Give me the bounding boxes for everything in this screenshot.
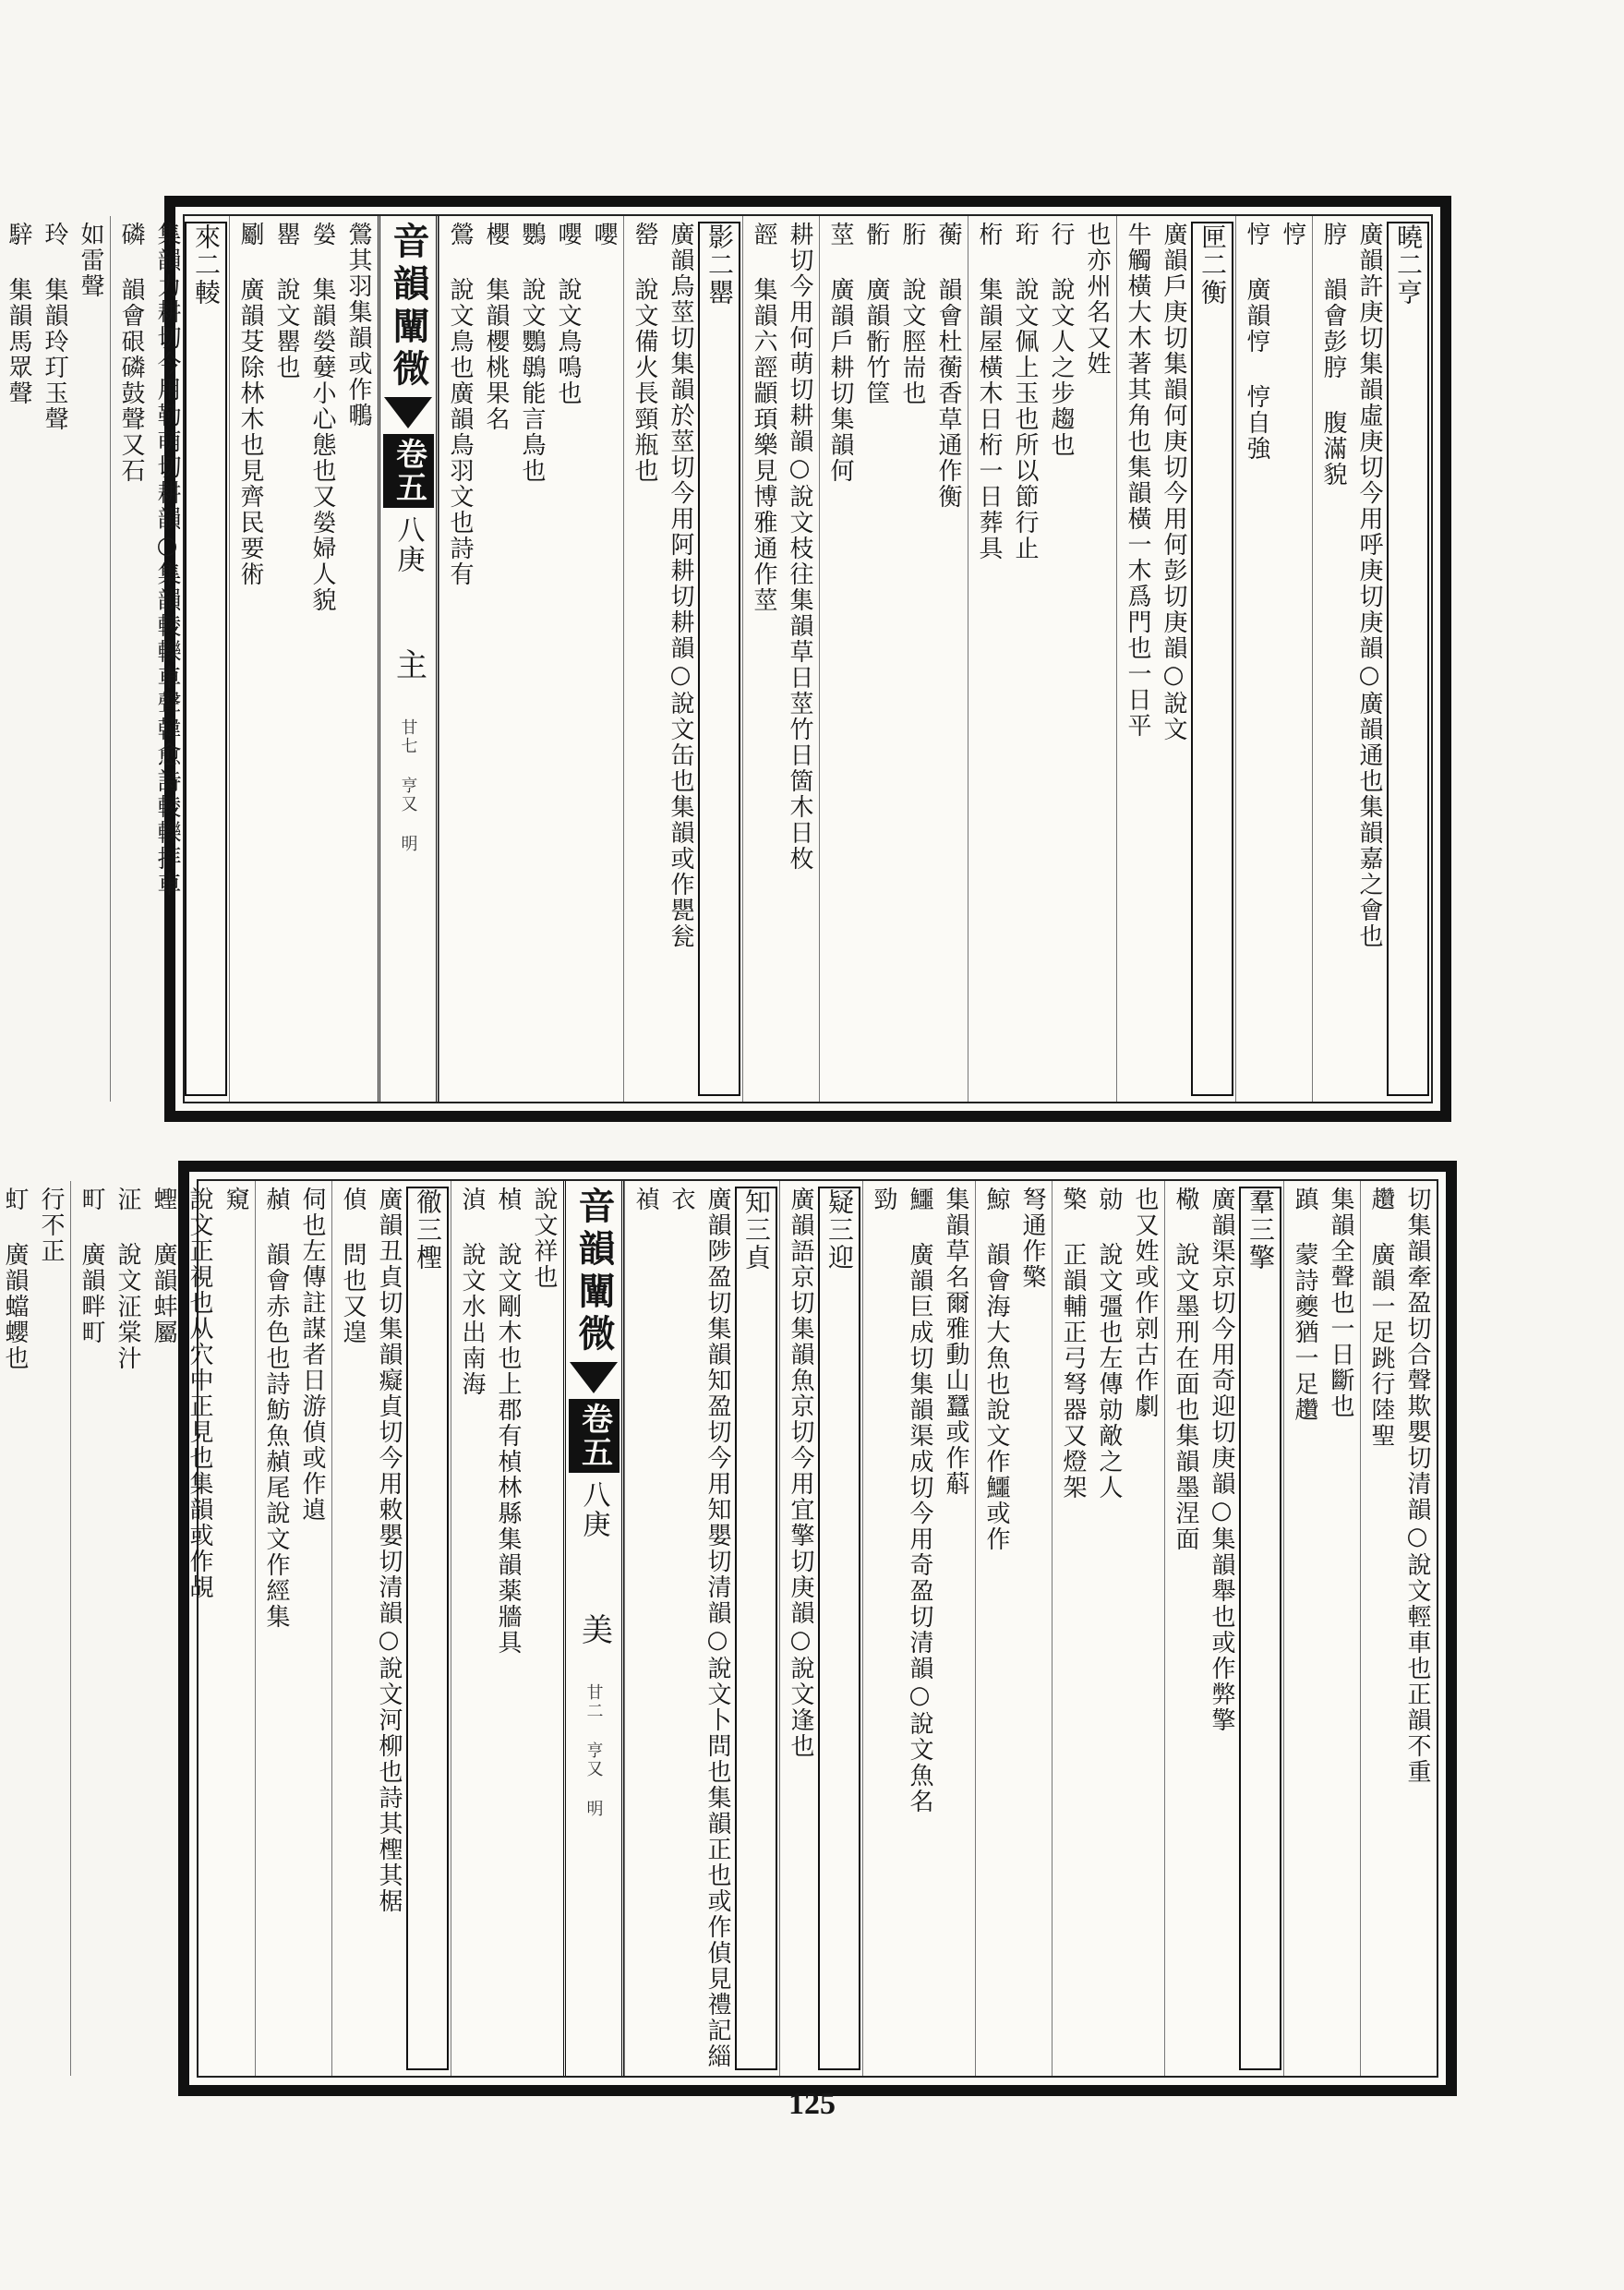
volume-label: 卷五 bbox=[383, 434, 434, 508]
entry-text: 虰 廣韻蟷蠳也 bbox=[1, 1187, 29, 1371]
entry-text: 疑三迎 bbox=[818, 1187, 860, 2070]
lower-dictionary-panel bbox=[1, 1161, 1457, 2096]
text-column bbox=[70, 1181, 255, 2076]
entry-text: 弩通作檠 bbox=[1018, 1187, 1046, 1290]
entry-text: 切集韻牽盈切合聲欺嬰切清韻○說文輕車也正韻不重 bbox=[1403, 1187, 1431, 1785]
entry-text: 嚶 說文鳥鳴也 bbox=[554, 222, 582, 406]
text-column bbox=[229, 216, 378, 1102]
entry-text: 廣韻戶庚切集韻何庚切今用何彭切庚韻○說文 bbox=[1160, 222, 1187, 742]
entry-text: 廣韻烏莖切集韻於莖切今用阿耕切耕韻○說文缶也集韻或作甖瓮 bbox=[667, 222, 694, 949]
entry-text: 匣二衡 bbox=[1191, 222, 1233, 1096]
entry-text: 勁 bbox=[870, 1187, 897, 1212]
text-column bbox=[975, 1181, 1052, 2076]
entry-text: 蹎 蒙詩夔猶一足趲 bbox=[1291, 1187, 1318, 1423]
rhyme-section-label: 八庚 bbox=[391, 515, 425, 574]
upper-dictionary-panel bbox=[5, 196, 1451, 1122]
fishtail-ornament bbox=[570, 1362, 618, 1393]
entry-text: 趲 廣韻一足跳行陸聖 bbox=[1367, 1187, 1395, 1449]
entry-text: 影二罌 bbox=[698, 222, 740, 1096]
leaf-number: 美 bbox=[575, 1613, 613, 1646]
book-title: 音韻闡微 bbox=[387, 222, 430, 392]
entry-text: 町 廣韻畔町 bbox=[78, 1187, 105, 1345]
entry-text: 鯨 韻會海大魚也說文作鱷或作 bbox=[982, 1187, 1010, 1552]
entry-text: 嫈 集韻嫈㜸小心態也又嫈婦人貌 bbox=[308, 222, 336, 613]
leaf-number: 主 bbox=[390, 648, 427, 681]
entry-text: 䯒 廣韻䯒竹筐 bbox=[862, 222, 890, 406]
entry-text: 廣韻語京切集韻魚京切今用宜擎切庚韻○說文逢也 bbox=[787, 1187, 814, 1759]
entry-text: 廣韻丑貞切集韻癡貞切今用敕嬰切清韻○說文河柳也詩其檉其椐 bbox=[375, 1187, 403, 1914]
volume-label: 卷五 bbox=[569, 1399, 620, 1473]
text-column bbox=[1164, 1181, 1283, 2076]
text-column bbox=[0, 1181, 70, 2076]
entry-text: 鶯 說文鳥也廣韻鳥羽文也詩有 bbox=[446, 222, 474, 587]
entry-text: 說文正視也从穴中正見也集韻或作覘 bbox=[186, 1187, 213, 1600]
entry-text: 嚶 bbox=[590, 222, 618, 247]
entry-text: 脝 韻會彭脝 腹滿貌 bbox=[1319, 222, 1347, 488]
entry-text: 窺 bbox=[222, 1187, 249, 1212]
entry-text: 劚 廣韻芟除林木也見齊民要術 bbox=[236, 222, 264, 587]
entry-text: 也亦州名又姓 bbox=[1083, 222, 1111, 377]
entry-text: 徹三檉 bbox=[406, 1187, 449, 2070]
entry-text: 禎 bbox=[632, 1187, 659, 1212]
text-column bbox=[623, 216, 742, 1102]
entry-text: 勍 說文彊也左傳勍敵之人 bbox=[1095, 1187, 1123, 1501]
rhyme-section-label: 八庚 bbox=[577, 1480, 610, 1539]
text-column bbox=[255, 1181, 331, 2076]
text-column bbox=[0, 216, 110, 1102]
entry-text: 赬 韻會赤色也詩魴魚赬尾說文作經集 bbox=[262, 1187, 290, 1630]
text-column bbox=[1283, 1181, 1360, 2076]
entry-text: 鶯其羽集韻或作䳟 bbox=[344, 222, 372, 428]
entry-text: 鱷 廣韻巨成切集韻渠成切今用奇盈切清韻○說文魚名 bbox=[906, 1187, 933, 1814]
entry-text: 耕切今用何萌切耕韻○說文枝往集韻草日莖竹日箇木日枚 bbox=[786, 222, 813, 872]
entry-text: 廣韻渠京切今用奇迎切庚韻○集韻舉也或作弊擎 bbox=[1208, 1187, 1235, 1733]
text-column bbox=[1312, 216, 1431, 1102]
entry-text: 楨 說文剛木也上郡有楨林縣集韻薬牆具 bbox=[494, 1187, 522, 1656]
book-title-banner bbox=[378, 216, 439, 1102]
upper-column-grid bbox=[5, 216, 1431, 1102]
text-column bbox=[862, 1181, 975, 2076]
entry-text: 集韻草名爾雅動山蠶或作蔛 bbox=[942, 1187, 969, 1497]
entry-text: 罌 說文罌也 bbox=[272, 222, 300, 380]
fishtail-ornament bbox=[384, 397, 432, 428]
entry-text: 蘅 韻會杜蘅香草通作衡 bbox=[934, 222, 962, 510]
entry-text: 桁 集韻屋橫木日桁一日葬具 bbox=[975, 222, 1003, 561]
text-column bbox=[624, 1181, 779, 2076]
entry-text: 罃 說文備火長頸瓶也 bbox=[631, 222, 658, 484]
entry-text: 說文祥也 bbox=[530, 1187, 558, 1290]
entry-text: 泟 說文泟棠汁 bbox=[114, 1187, 141, 1371]
text-column bbox=[1052, 1181, 1164, 2076]
entry-text: 櫻 集韻櫻桃果名 bbox=[482, 222, 510, 432]
entry-text: 悙 bbox=[1279, 222, 1306, 247]
text-column bbox=[1235, 216, 1312, 1102]
entry-text: 羣三擎 bbox=[1239, 1187, 1281, 2070]
entry-text: 集韻全聲也一日斷也 bbox=[1327, 1187, 1354, 1419]
entry-text: 湞 說文水出南海 bbox=[458, 1187, 486, 1397]
block-mark: 甘七 亨又 明 bbox=[398, 718, 418, 853]
entry-text: 行不正 bbox=[37, 1187, 65, 1264]
entry-text: 曉二亨 bbox=[1387, 222, 1429, 1096]
entry-text: 磷 韻會硍磷鼓聲又石 bbox=[117, 222, 145, 484]
text-column bbox=[968, 216, 1116, 1102]
entry-text: 鸚 說文鸚䳇能言鳥也 bbox=[518, 222, 546, 484]
entry-text: 伺也左傳註謀者日游偵或作遉 bbox=[298, 1187, 326, 1523]
text-column bbox=[110, 216, 229, 1102]
entry-text: 悙 廣韻悙 悙自強 bbox=[1243, 222, 1270, 462]
page-number: 125 bbox=[788, 2087, 836, 2121]
entry-text: 牛觸橫大木著其角也集韻橫一木爲門也一日平 bbox=[1124, 222, 1151, 739]
entry-text: 莖 廣韻戶耕切集韻何 bbox=[826, 222, 854, 484]
block-mark: 甘二 亨又 明 bbox=[583, 1683, 604, 1818]
entry-text: 偵 問也又遑 bbox=[339, 1187, 367, 1345]
text-column bbox=[451, 1181, 563, 2076]
text-column bbox=[1116, 216, 1235, 1102]
text-column bbox=[1360, 1181, 1437, 2076]
entry-text: 廣韻陟盈切集韻知盈切今用知嬰切清韻○說文卜問也集韻正也或作偵見禮記緇衣 bbox=[668, 1187, 731, 2069]
entry-text: 珩 說文佩上玉也所以節行止 bbox=[1011, 222, 1039, 561]
entry-text: 知三貞 bbox=[735, 1187, 777, 2070]
entry-text: 來二輘 bbox=[185, 222, 227, 1096]
entry-text: 行 說文人之步趨也 bbox=[1047, 222, 1075, 458]
book-title: 音韻闡微 bbox=[572, 1187, 616, 1356]
entry-text: 集韻力耕切今用勒萌切耕韻○集韻輘轢車聲韓愈詩輘轢拝車 bbox=[153, 222, 181, 898]
text-column bbox=[439, 216, 623, 1102]
entry-text: 玲 集韻玲玎玉聲 bbox=[41, 222, 68, 432]
book-title-banner bbox=[563, 1181, 624, 2076]
entry-text: 䪫 集韻六䪫顓頊樂見博雅通作莖 bbox=[750, 222, 777, 613]
text-column bbox=[779, 1181, 862, 2076]
lower-column-grid bbox=[1, 1181, 1437, 2076]
entry-text: 如雷聲 bbox=[77, 222, 104, 299]
entry-text: 廣韻許庚切集韻虛庚切今用呼庚切庚韻○廣韻通也集韻嘉之會也 bbox=[1355, 222, 1383, 949]
entry-text: 㯳 說文墨刑在面也集韻墨涅面 bbox=[1172, 1187, 1199, 1552]
text-column bbox=[742, 216, 819, 1102]
text-column bbox=[331, 1181, 451, 2076]
entry-text: 也又姓或作剠古作劇 bbox=[1131, 1187, 1159, 1419]
entry-text: 騂 集韻馬眾聲 bbox=[5, 222, 32, 406]
entry-text: 蟶 廣韻蚌屬 bbox=[150, 1187, 177, 1345]
text-column bbox=[819, 216, 968, 1102]
entry-text: 檠 正韻輔正弓弩器又燈架 bbox=[1059, 1187, 1087, 1501]
entry-text: 胻 說文脛耑也 bbox=[898, 222, 926, 406]
